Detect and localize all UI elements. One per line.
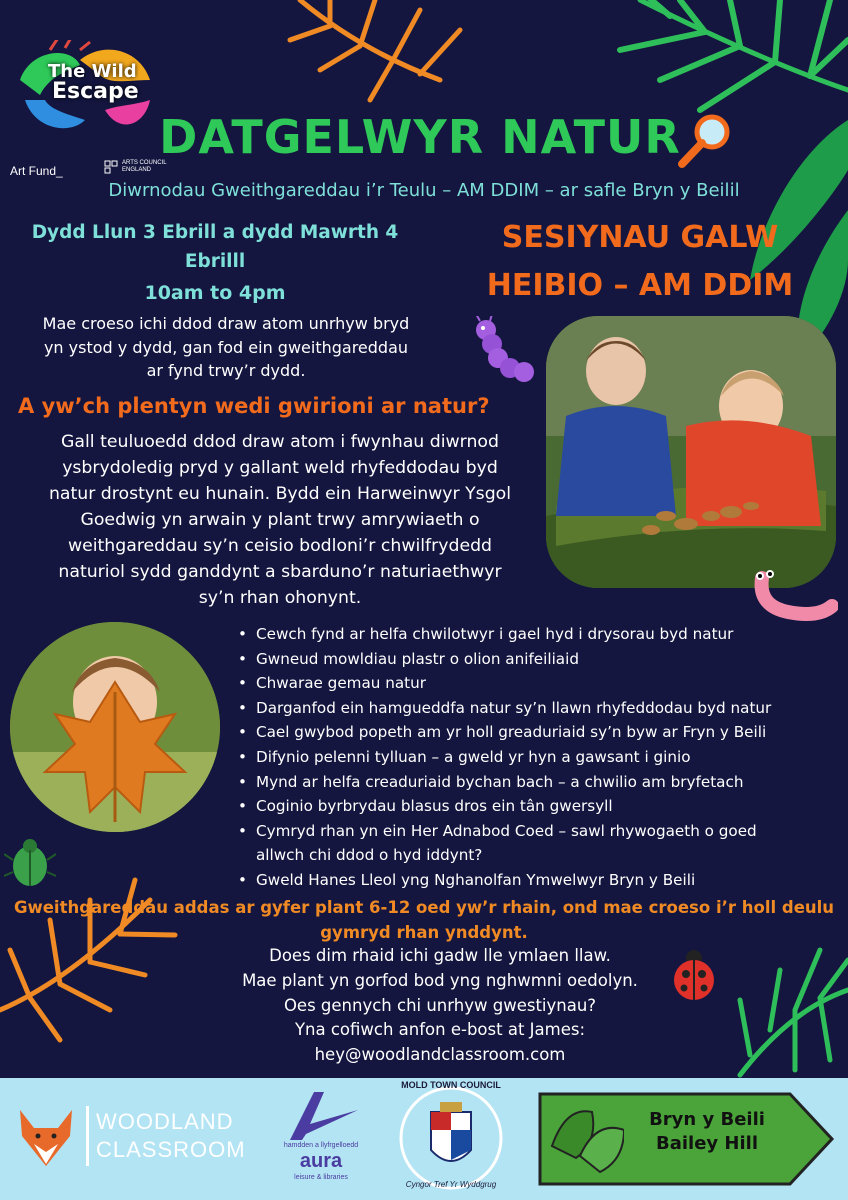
caterpillar-icon: [470, 316, 540, 388]
bryn-y-beili-logo: [632, 1108, 782, 1156]
arts-council-line-1: ARTS COUNCIL: [122, 160, 167, 166]
child-with-leaf-illustration: [10, 622, 220, 832]
fox-icon: [14, 1106, 78, 1170]
age-note: [10, 896, 838, 946]
divider: [86, 1106, 89, 1166]
list-item: • Gweld Hanes Lleol yng Nghanolfan Ymwelwyr Bryn y Beili: [238, 868, 843, 893]
description-line: Goedwig yn arwain y plant trwy amrywiaeth o: [80, 509, 480, 530]
description-line: natur drostynt eu hunain. Bydd ein Harweinwyr Ysgol: [48, 483, 512, 504]
green-fern-right-icon: [740, 950, 848, 1075]
event-date: [20, 219, 410, 276]
closing-line: Yna cofiwch anfon e-bost at James:: [294, 1020, 586, 1040]
intro-line: yn ystod y dydd, gan fod ein gweithgareddau: [43, 337, 409, 357]
intro-text: [10, 312, 442, 383]
description-line: weithgareddau sy’n ceisio bodloni’r chwilfrydedd: [67, 535, 493, 556]
closing-line: Does dim rhaid ichi gadw lle ymlaen llaw.: [269, 946, 611, 965]
list-item: • Cewch fynd ar helfa chwilotwyr i gael hyd i drysorau byd natur: [238, 622, 843, 647]
closing-line: Mae plant yn gorfod bod yng nghwmni oedolyn.: [242, 970, 638, 990]
mold-bottom-text: Cyngor Tref Yr Wyddgrug: [405, 1180, 497, 1189]
arts-council-line-2: ENGLAND: [122, 167, 152, 173]
intro-line: ar fynd trwy’r dydd.: [146, 361, 306, 381]
mold-town-council-logo: [396, 1080, 506, 1198]
list-item: • Gwneud mowldiau plastr o olion anifeiliaid: [238, 647, 843, 672]
logo-line-1: The Wild: [48, 61, 137, 82]
art-fund-logo: Art Fund_: [10, 164, 63, 178]
photo-children-fungi: [546, 316, 836, 588]
fern-leaf-icon: [620, 0, 848, 110]
subtitle: Diwrnodau Gweithgareddau i’r Teulu – AM DDIM – ar safle Bryn y Beilil: [108, 180, 740, 201]
logo-line-2: Escape: [52, 79, 139, 104]
session-line-1: SESIYNAU GALW: [501, 220, 779, 255]
list-item: • Coginio byrbrydau blasus dros ein tân gwersyll: [238, 794, 843, 819]
list-item: • Mynd ar helfa creaduriaid bychan bach – a chwilio am bryfetach: [238, 770, 843, 795]
list-item: • Difynio pelenni tylluan – a gweld yr hyn a gawsant i ginio: [238, 745, 843, 770]
activity-list: [238, 622, 843, 893]
bryn-line-2: Bailey Hill: [656, 1133, 758, 1154]
beetle-icon: [4, 834, 56, 890]
event-time: 10am to 4pm: [144, 282, 286, 304]
children-fungi-illustration: [546, 316, 836, 588]
session-line-2: HEIBIO – AM DDIM: [486, 268, 794, 303]
aura-sub-text: leisure & libraries: [294, 1174, 348, 1181]
date-line-2: Ebrilll: [184, 250, 246, 272]
question-heading: A yw’ch plentyn wedi gwirioni ar natur?: [18, 394, 490, 418]
arts-council-icon: [104, 160, 120, 174]
closing-text: [150, 944, 730, 1068]
session-heading: [440, 214, 840, 310]
list-item: • Cael gwybod popeth am yr holl greaduriaid sy’n byw ar Fryn y Beili: [238, 720, 843, 745]
page-title: DATGELWYR NATUR: [159, 110, 681, 164]
bryn-line-1: Bryn y Beili: [649, 1109, 765, 1130]
aura-logo: [276, 1088, 366, 1188]
footer-sponsors: [0, 1078, 848, 1200]
description-line: ysbrydoledig pryd y gallant weld rhyfeddodau byd: [62, 457, 498, 478]
description-line: sy’n rhan ohonynt.: [198, 587, 362, 608]
orange-fern-top-icon: [290, 0, 460, 100]
woodland-classroom-logo: [96, 1108, 246, 1164]
aura-name: aura: [299, 1150, 343, 1172]
note-line: Gweithgareddau addas ar gyfer plant 6-12 oed yw’r rhain, ond mae croeso i’r holl deulu: [13, 898, 835, 917]
woodland-line-1: WOODLAND: [96, 1109, 234, 1134]
note-line: gymryd rhan ynddynt.: [320, 922, 528, 942]
photo-child-leaf: [10, 622, 220, 832]
description-line: naturiol sydd ganddynt a sbarduno’r naturiaethwyr: [58, 561, 502, 582]
wild-escape-logo: [10, 40, 160, 135]
contact-email[interactable]: hey@woodlandclassroom.com: [314, 1045, 566, 1064]
date-line-1: Dydd Llun 3 Ebrill a dydd Mawrth 4: [31, 222, 399, 243]
aura-a-icon: [280, 1088, 360, 1140]
list-item: • Chwarae gemau natur: [238, 671, 843, 696]
woodland-line-2: CLASSROOM: [96, 1137, 246, 1162]
mold-top-text: MOLD TOWN COUNCIL: [401, 1080, 501, 1090]
closing-line: Oes gennych chi unrhyw gwestiynau?: [283, 995, 597, 1015]
worm-icon: [748, 566, 838, 626]
description-line: Gall teuluoedd ddod draw atom i fwynhau diwrnod: [61, 432, 499, 452]
description-text: [10, 430, 550, 612]
aura-small-text: hamdden a llyfrgelloedd: [283, 1142, 359, 1149]
magnifying-glass-icon: [676, 112, 732, 172]
list-item: • Darganfod ein hamgueddfa natur sy’n llawn rhyfeddodau byd natur: [238, 696, 843, 721]
intro-line: Mae croeso ichi ddod draw atom unrhyw bryd: [42, 314, 410, 333]
list-item: • Cymryd rhan yn ein Her Adnabod Coed – sawl rhywogaeth o goed allwch chi ddod o hyd iddynt?: [238, 819, 843, 868]
